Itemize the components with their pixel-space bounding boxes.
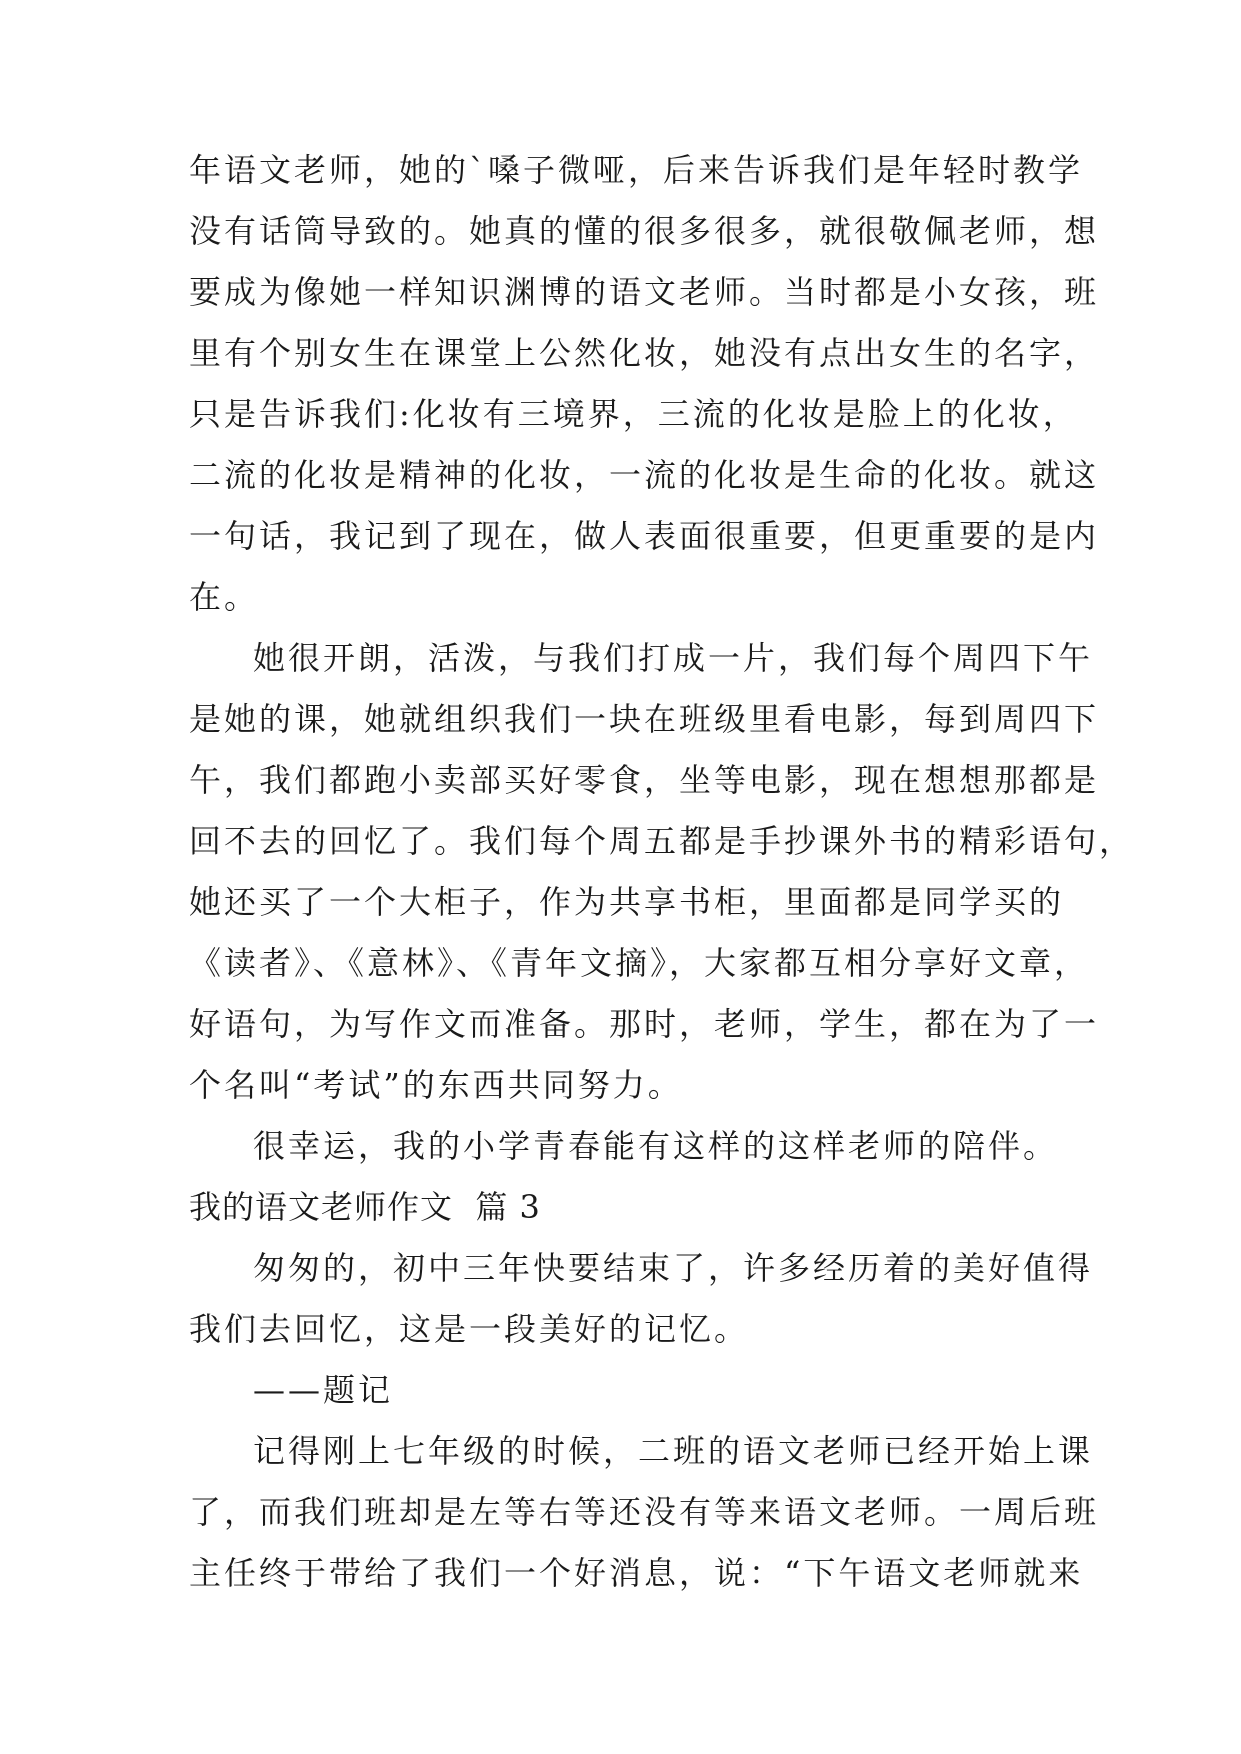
text-line: 主任终于带给了我们一个好消息，说：“下午语文老师就来 [189,1554,1084,1592]
text-line: 个名叫“考试”的东西共同努力。 [189,1066,683,1104]
paragraph-first-line: 很幸运，我的小学青春能有这样的这样老师的陪伴。 [253,1127,1059,1165]
text-line: 二流的化妆是精神的化妆，一流的化妆是生命的化妆。就这 [189,456,1100,494]
text-line: 她还买了一个大柜子，作为共享书柜，里面都是同学买的 [189,883,1065,921]
text-line: 在。 [189,578,260,616]
text-line: 要成为像她一样知识渊博的语文老师。当时都是小女孩，班 [189,273,1100,311]
text-line: 回不去的回忆了。我们每个周五都是手抄课外书的精彩语句， [189,822,1135,860]
text-line: 好语句，为写作文而准备。那时，老师，学生，都在为了一 [189,1005,1100,1043]
text-line: 只是告诉我们:化妆有三境界，三流的化妆是脸上的化妆， [189,395,1078,433]
text-line: 《读者》、《意林》、《青年文摘》，大家都互相分享好文章， [189,944,1090,982]
text-line: 了，而我们班却是左等右等还没有等来语文老师。一周后班 [189,1493,1100,1531]
text-line: 一句话，我记到了现在，做人表面很重要，但更重要的是内 [189,517,1100,555]
text-line: 没有话筒导致的。她真的懂的很多很多，就很敬佩老师，想 [189,212,1100,250]
section-heading: 我的语文老师作文 篇 3 [189,1188,541,1226]
text-line: 年语文老师，她的`嗓子微哑，后来告诉我们是年轻时教学 [189,151,1084,189]
epigraph-signature: ——题记 [253,1371,394,1409]
text-line: 是她的课，她就组织我们一块在班级里看电影，每到周四下 [189,700,1100,738]
paragraph-first-line: 她很开朗，活泼，与我们打成一片，我们每个周四下午 [253,639,1094,677]
text-line: 我们去回忆，这是一段美好的记忆。 [189,1310,750,1348]
text-line: 里有个别女生在课堂上公然化妆，她没有点出女生的名字， [189,334,1100,372]
paragraph-first-line: 记得刚上七年级的时候，二班的语文老师已经开始上课 [253,1432,1094,1470]
text-line: 午，我们都跑小卖部买好零食，坐等电影，现在想想那都是 [189,761,1100,799]
paragraph-first-line: 匆匆的，初中三年快要结束了，许多经历着的美好值得 [253,1249,1094,1287]
